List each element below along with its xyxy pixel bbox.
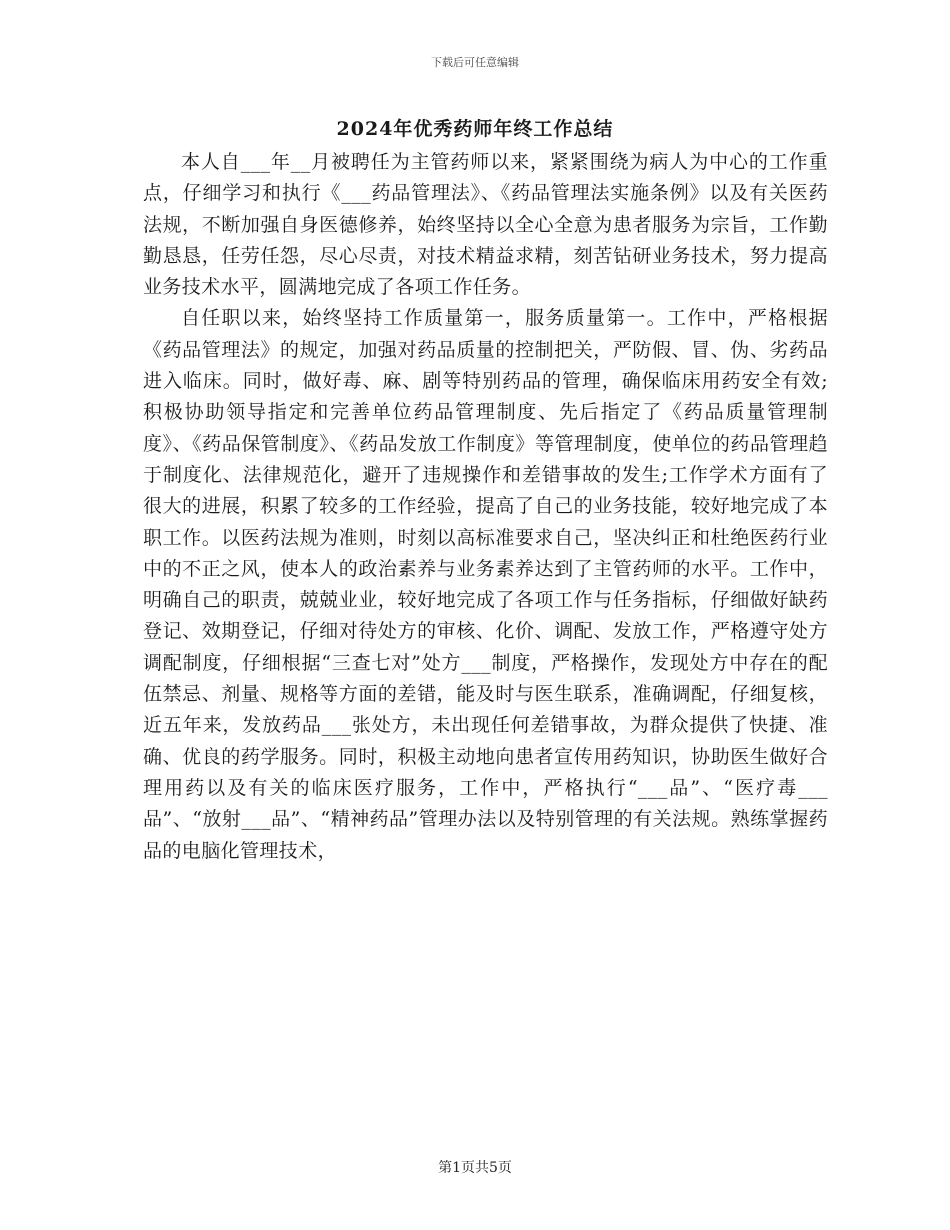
document-title: 2024年优秀药师年终工作总结	[336, 118, 614, 140]
paragraph-1: 本人自___年__月被聘任为主管药师以来，紧紧围绕为病人为中心的工作重点，仔细学习和执行《___药品管理法》、《药品管理法实施条例》以及有关医药法规，不断加强自身医德修养，始终坚持以全心全意为患者服务为宗旨，工作勤勤恳恳，任劳任怨，尽心尽责，对技术精益求精，刻苦钻研业务技术，努力提高业务技术水平，圆满地完成了各项工作任务。	[143, 151, 828, 299]
header-note: 下载后可任意编辑	[431, 56, 519, 69]
document-body	[143, 147, 828, 867]
page-footer: 第1页共5页	[438, 1160, 512, 1176]
paragraph-2: 自任职以来，始终坚持工作质量第一，服务质量第一。工作中，严格根据《药品管理法》的规定，加强对药品质量的控制把关，严防假、冒、伪、劣药品进入临床。同时，做好毒、麻、剧等特别药品的管理，确保临床用药安全有效;积极协助领导指定和完善单位药品管理制度、先后指定了《药品质量管理制度》、《药品保管制度》、《药品发放工作制度》等管理制度，使单位的药品管理趋于制度化、法律规范化，避开了违规操作和差错事故的发生;工作学术方面有了很大的进展，积累了较多的工作经验，提高了自己的业务技能，较好地完成了本职工作。以医药法规为准则，时刻以高标准要求自己，坚决纠正和杜绝医药行业中的不正之风，使本人的政治素养与业务素养达到了主管药师的水平。工作中，明确自己的职责，兢兢业业，较好地完成了各项工作与任务指标，仔细做好缺药登记、效期登记，仔细对待处方的审核、化价、调配、发放工作，严格遵守处方调配制度，仔细根据“三查七对”处方___制度，严格操作，发现处方中存在的配伍禁忌、剂量、规格等方面的差错，能及时与医生联系，准确调配，仔细复核，近五年来，发放药品___张处方，未出现任何差错事故，为群众提供了快捷、准确、优良的药学服务。同时，积极主动地向患者宣传用药知识，协助医生做好合理用药以及有关的临床医疗服务，工作中，严格执行“___品”、“医疗毒___品”、“放射___品”、“精神药品”管理办法以及特别管理的有关法规。熟练掌握药品的电脑化管理技术，	[143, 307, 828, 862]
